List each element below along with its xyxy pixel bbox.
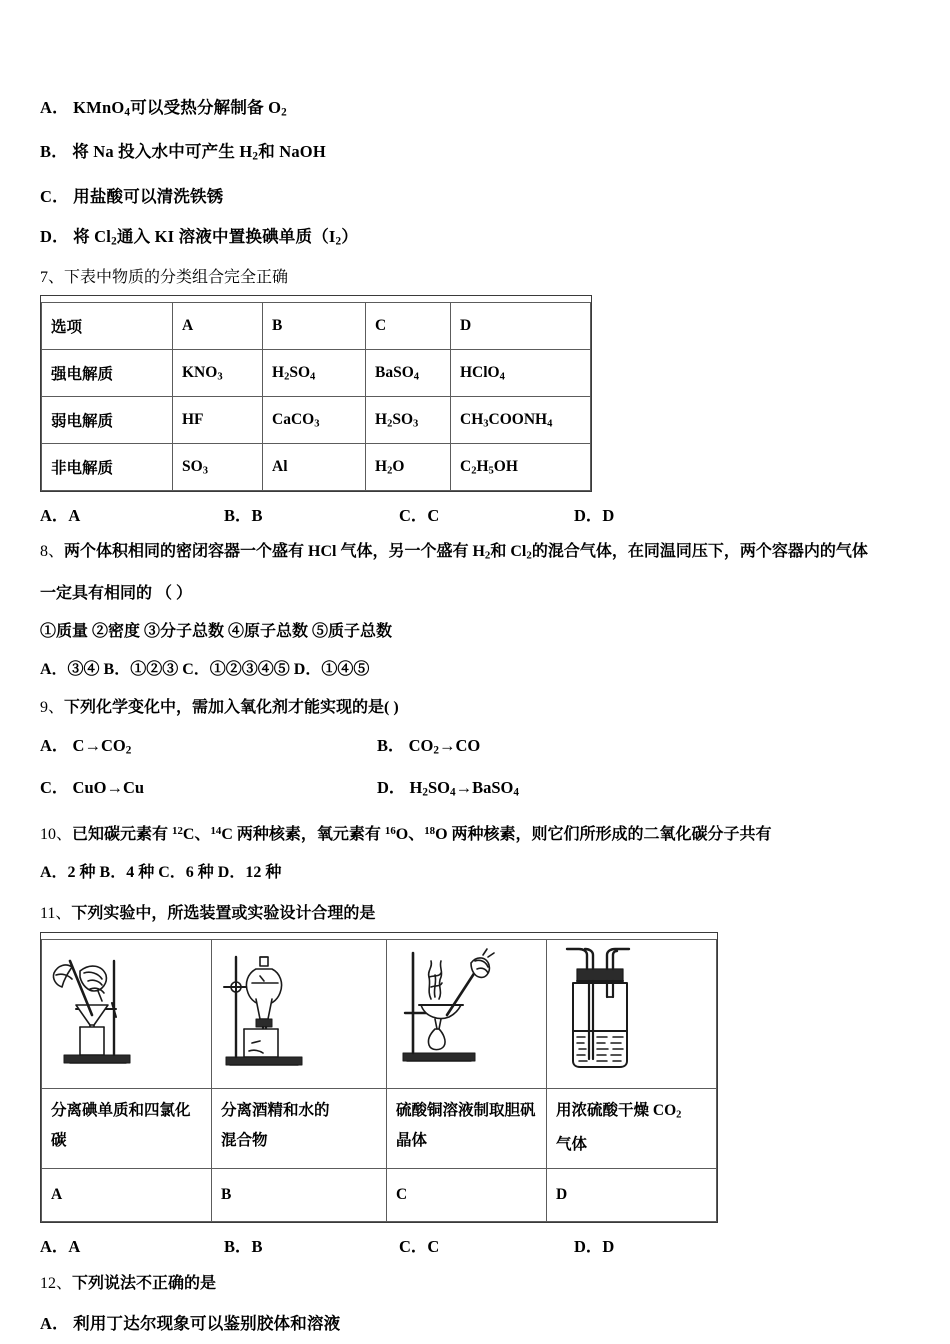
q7-cell: $SO_3$ xyxy=(173,444,263,491)
q8-items-text: ①质量 ②密度 ③分子总数 ④原子总数 ⑤质子总数 xyxy=(40,622,393,640)
q11-caption-b: 分离酒精和水的 混合物 xyxy=(212,1088,387,1168)
gas-washing-bottle-icon xyxy=(547,941,707,1087)
q9-stem-text: 下列化学变化中，需加入氧化剂才能实现的是( ) xyxy=(64,698,399,716)
q10-stem-text: 已知碳元素有 $^{12}$C、$^{14}$C 两种核素，氧元素有 $^{16}$O、$^{18}$O 两种核素，则它们所形成的二氧化碳分子共有 xyxy=(72,824,772,843)
q11-caption-d: 用浓硫酸干燥 $CO_2$ 气体 xyxy=(547,1088,717,1168)
q11-stem xyxy=(40,896,920,932)
q7-cell: $CH_3COONH_4$ xyxy=(451,397,591,444)
q7-cell: $H_2SO_3$ xyxy=(366,397,451,444)
table-row-header xyxy=(42,303,591,350)
q8-answer-row xyxy=(40,651,920,689)
q11-number: 11、 xyxy=(40,904,72,922)
q11-caption-a: 分离碘单质和四氯化 碳 xyxy=(42,1088,212,1168)
q11-answer-a[interactable]: A．A xyxy=(40,1236,81,1256)
table-row-figures xyxy=(42,939,717,1088)
separating-funnel-apparatus-icon xyxy=(212,941,372,1087)
q6-options-group xyxy=(40,88,920,261)
q10-number: 10、 xyxy=(40,825,73,843)
q11-figure-cell-a xyxy=(42,939,212,1088)
q7-cell: $KNO_3$ xyxy=(173,350,263,397)
q8-stem-line1: 两个体积相同的密闭容器一个盛有 HCl 气体，另一个盛有 $H_2$和 $Cl_2$的混合气体，在同温同压下，两个容器内的气体 xyxy=(64,543,868,562)
q11-answer-b[interactable]: B．B xyxy=(224,1236,263,1256)
q6-option-b-text: B． 将 Na 投入水中可产生 $H_2$和 NaOH xyxy=(40,142,326,163)
q8-stem-line2-text: 一定具有相同的 （ ） xyxy=(40,584,193,602)
q12-option-a-text: 利用丁达尔现象可以鉴别胶体和溶液 xyxy=(73,1313,341,1333)
q11-answer-c[interactable]: C．C xyxy=(399,1236,440,1256)
q11-stem-text: 下列实验中，所选装置或实验设计合理的是 xyxy=(71,904,376,922)
q7-header-option: 选项 xyxy=(42,303,173,350)
evaporating-dish-apparatus-icon xyxy=(387,941,547,1087)
q9-option-d[interactable]: D． $H_2SO_4\to BaSO_4$ xyxy=(377,778,520,799)
q7-row-label-weak: 弱电解质 xyxy=(42,397,173,444)
q11-table-wrapper xyxy=(40,932,718,1223)
table-row xyxy=(42,444,591,491)
table-row xyxy=(42,350,591,397)
q7-cell: CaCO$_3$ xyxy=(263,397,366,444)
q7-stem-text: 下表中物质的分类组合完全正确 xyxy=(64,269,289,287)
q7-header-b: B xyxy=(263,303,366,350)
q9-options-row-1 xyxy=(40,727,920,769)
q9-options-row-2 xyxy=(40,769,920,811)
q7-cell: $H_2O$ xyxy=(366,444,451,491)
q7-row-label-nonelectrolyte: 非电解质 xyxy=(42,444,173,491)
q11-label-c: C xyxy=(387,1168,547,1221)
q8-number: 8、 xyxy=(40,543,65,561)
q11-figure-cell-b xyxy=(212,939,387,1088)
q9-stem xyxy=(40,689,920,727)
q6-option-d-text: D． 将 $Cl_2$通入 KI 溶液中置换碘单质$(I_2)$ xyxy=(40,226,359,248)
q7-cell: HF xyxy=(173,397,263,444)
q6-option-a-text: A． KMnO$_4$可以受热分解制备 $O_2$ xyxy=(40,98,287,119)
q10-stem xyxy=(40,812,920,854)
q7-answer-row xyxy=(40,499,640,533)
q12-stem-text: 下列说法不正确的是 xyxy=(72,1274,217,1292)
q6-option-c xyxy=(40,177,920,217)
q7-table-wrapper xyxy=(40,295,592,492)
q7-answer-d[interactable]: D．D xyxy=(574,506,615,526)
q6-option-d xyxy=(40,217,920,261)
q7-header-d: D xyxy=(451,303,591,350)
q11-caption-c: 硫酸铜溶液制取胆矾 晶体 xyxy=(387,1088,547,1168)
q7-cell: $C_2H_5OH$ xyxy=(451,444,591,491)
q12-option-a-label: A． xyxy=(40,1313,69,1333)
q11-figure-cell-d xyxy=(547,939,717,1088)
q7-answer-c[interactable]: C．C xyxy=(399,506,440,526)
q11-figure-cell-c xyxy=(387,939,547,1088)
q7-cell: $H_2SO_4$ xyxy=(263,350,366,397)
q11-apparatus-table xyxy=(41,939,717,1222)
q6-option-b xyxy=(40,132,920,176)
q6-option-a xyxy=(40,88,920,132)
q8-answers-text[interactable]: A．③④ B．①②③ C．①②③④⑤ D．①④⑤ xyxy=(40,660,370,678)
q11-answer-d[interactable]: D．D xyxy=(574,1236,615,1256)
q11-label-a: A xyxy=(42,1168,212,1221)
q7-number: 7、 xyxy=(40,269,65,287)
q9-option-c[interactable]: C． CuO→Cu xyxy=(40,778,145,798)
q7-stem xyxy=(40,261,920,295)
q7-header-c: C xyxy=(366,303,451,350)
table-row-labels xyxy=(42,1168,717,1221)
filtration-apparatus-icon xyxy=(42,941,202,1087)
q12-stem xyxy=(40,1264,920,1304)
q8-items-line xyxy=(40,613,920,651)
q12-number: 12、 xyxy=(40,1274,73,1292)
q7-cell: Al xyxy=(263,444,366,491)
q12-option-a[interactable] xyxy=(40,1304,920,1344)
q7-classification-table xyxy=(41,302,591,491)
q7-answer-b[interactable]: B．B xyxy=(224,506,263,526)
table-row-captions xyxy=(42,1088,717,1168)
q7-cell: HClO$_4$ xyxy=(451,350,591,397)
q7-answer-a[interactable]: A．A xyxy=(40,506,81,526)
q11-label-b: B xyxy=(212,1168,387,1221)
q10-answers-text[interactable]: A．2 种 B．4 种 C．6 种 D．12 种 xyxy=(40,863,282,881)
q7-row-label-strong: 强电解质 xyxy=(42,350,173,397)
q6-option-c-text: C． 用盐酸可以清洗铁锈 xyxy=(40,186,224,206)
q9-option-a[interactable]: A． $C\to CO_2$ xyxy=(40,735,132,757)
q8-stem-line2 xyxy=(40,575,920,613)
q9-option-b[interactable]: B． $CO_2\to CO$ xyxy=(377,735,481,757)
q8-stem xyxy=(40,533,920,574)
q11-answer-row xyxy=(40,1230,640,1264)
q7-header-a: A xyxy=(173,303,263,350)
table-row xyxy=(42,397,591,444)
q9-number: 9、 xyxy=(40,698,65,716)
q10-answer-row xyxy=(40,854,920,892)
page-content xyxy=(40,88,920,1344)
q11-label-d: D xyxy=(547,1168,717,1221)
q7-cell: BaSO$_4$ xyxy=(366,350,451,397)
